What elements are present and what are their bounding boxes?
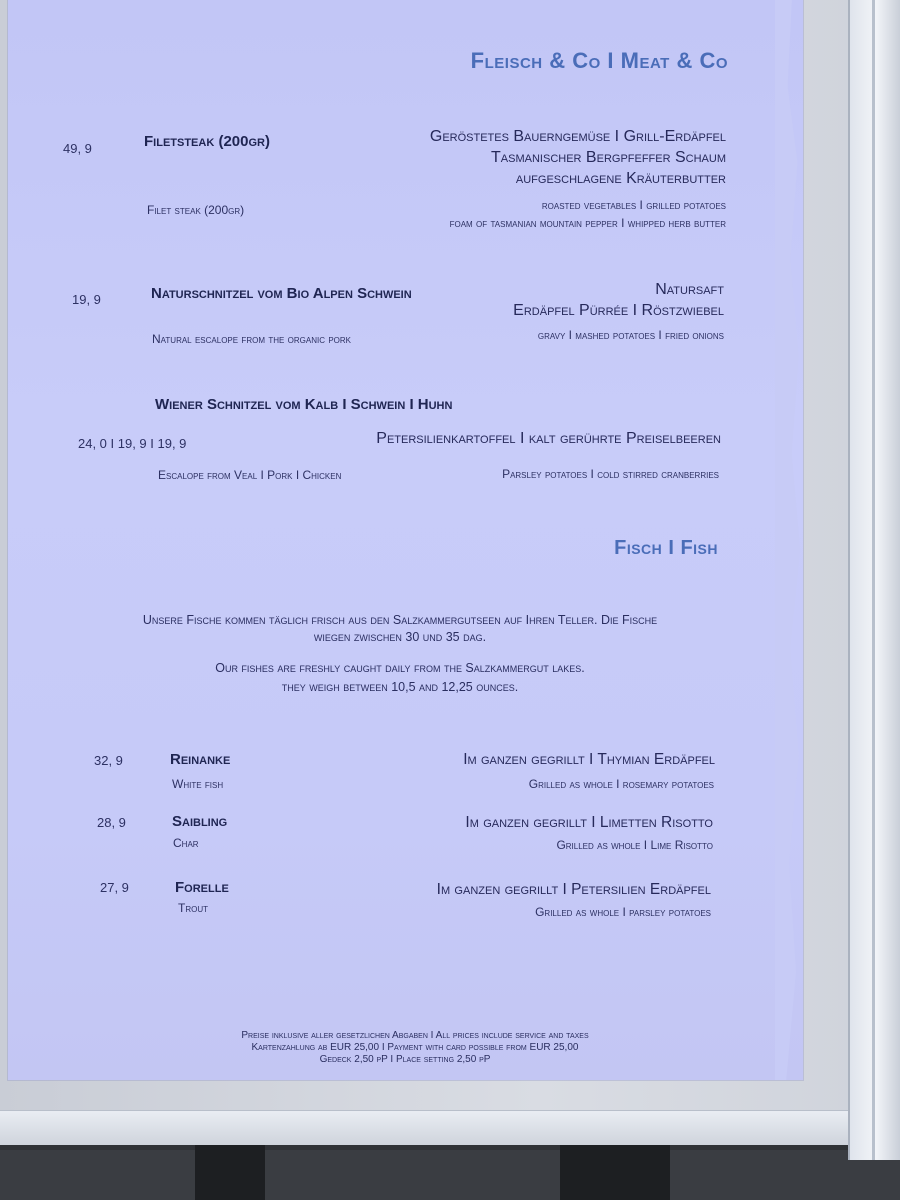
meat-section-heading: Fleisch & Co I Meat & Co — [470, 48, 728, 73]
item-desc-en: Parsley potatoes I cold stirred cranberries — [502, 467, 719, 481]
fish-intro-de: wiegen zwischen 30 und 35 dag. — [313, 630, 487, 644]
item-desc-en: Grilled as whole I parsley potatoes — [535, 905, 711, 919]
item-desc-de: Im ganzen gegrillt I Limetten Risotto — [465, 814, 713, 831]
item-desc-de: Im ganzen gegrillt I Petersilien Erdäpfel — [436, 881, 711, 898]
item-desc-en: gravy I mashed potatoes I fried onions — [537, 328, 724, 342]
fish-section-heading: Fisch I Fish — [614, 537, 718, 559]
item-price: 27, 9 — [100, 880, 129, 895]
item-name: Saibling — [172, 813, 228, 830]
stand-base — [0, 1150, 900, 1200]
item-name: Naturschnitzel vom Bio Alpen Schwein — [151, 285, 412, 302]
footer-line: Kartenzahlung ab EUR 25,00 I Payment with card possible from EUR 25,00 — [251, 1042, 579, 1053]
item-name: Wiener Schnitzel vom Kalb I Schwein I Huhn — [155, 396, 453, 413]
item-desc-en: foam of tasmanian mountain pepper I whipped herb butter — [449, 216, 726, 230]
item-desc-de: Geröstetes Bauerngemüse I Grill-Erdäpfel — [429, 128, 726, 145]
item-desc-de: aufgeschlagene Kräuterbutter — [515, 170, 726, 187]
item-desc-en: Grilled as whole I Lime Risotto — [556, 838, 713, 852]
item-name-en: Escalope from Veal I Pork I Chicken — [158, 468, 342, 482]
item-name: Reinanke — [170, 751, 231, 768]
binder-bottom-edge — [0, 1110, 860, 1145]
item-desc-de: Erdäpfel Pürrée I Röstzwiebel — [513, 302, 724, 319]
item-name: Forelle — [175, 879, 229, 896]
stand-leg-right — [560, 1140, 670, 1200]
fish-intro-en: Our fishes are freshly caught daily from the Salzkammergut lakes. — [215, 661, 585, 675]
item-price: 49, 9 — [63, 141, 92, 156]
item-price: 28, 9 — [97, 815, 126, 830]
binder-right-panel — [848, 0, 900, 1160]
item-price: 24, 0 I 19, 9 I 19, 9 — [78, 436, 187, 451]
item-name-en: Natural escalope from the organic pork — [152, 332, 351, 346]
item-desc-de: Tasmanischer Bergpfeffer Schaum — [491, 149, 726, 166]
fish-intro-de: Unsere Fische kommen täglich frisch aus den Salzkammergutseen auf Ihren Teller. Die Fische — [142, 613, 658, 627]
item-desc-de: Im ganzen gegrillt I Thymian Erdäpfel — [463, 751, 715, 768]
item-price: 19, 9 — [72, 292, 101, 307]
item-desc-en: Grilled as whole I rosemary potatoes — [528, 777, 714, 791]
item-name-en: Char — [173, 836, 199, 850]
item-name-en: White fish — [172, 777, 224, 791]
item-desc-en: roasted vegetables I grilled potatoes — [541, 198, 726, 212]
stand-leg-left — [195, 1140, 265, 1200]
fish-intro-en: they weigh between 10,5 and 12,25 ounces. — [281, 680, 519, 694]
item-name-en: Filet steak (200gr) — [147, 203, 245, 217]
item-desc-de: Petersilienkartoffel I kalt gerührte Preiselbeeren — [376, 430, 721, 447]
item-price: 32, 9 — [94, 753, 123, 768]
item-desc-de: Natursaft — [655, 281, 724, 298]
item-name: Filetsteak (200gr) — [144, 133, 270, 150]
item-name-en: Trout — [178, 901, 208, 915]
footer-line: Gedeck 2,50 pP I Place setting 2,50 pP — [319, 1054, 491, 1065]
footer-line: Preise inklusive aller gesetzlichen Abgaben I All prices include service and taxes — [241, 1030, 589, 1041]
